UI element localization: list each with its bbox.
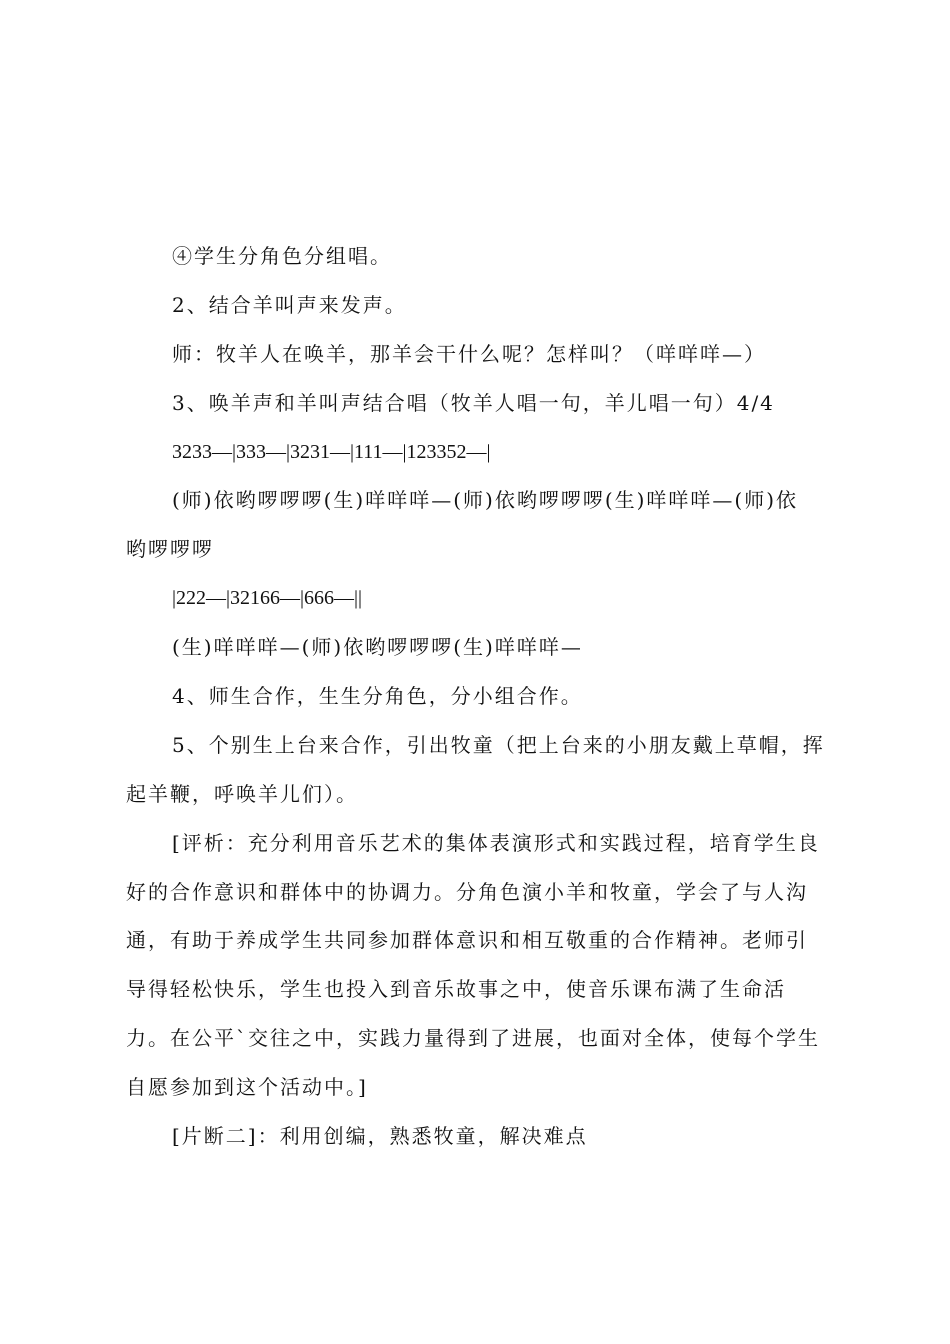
document-body <box>126 232 834 1161</box>
lyrics-line-1-continued: 哟啰啰啰 <box>126 537 214 562</box>
paragraph-step-4-cooperation: 4、师生合作，生生分角色，分小组合作。 <box>172 684 583 709</box>
paragraph-step-3-combined-singing: 3、唤羊声和羊叫声结合唱（牧羊人唱一句，羊儿唱一句）4/4 <box>172 390 775 415</box>
music-notation-line-1: 3233—|333—|3231—|111—|123352—| <box>172 440 491 463</box>
commentary-line-3: 通，有助于养成学生共同参加群体意识和相互敬重的合作精神。老师引 <box>126 928 808 953</box>
commentary-line-2: 好的合作意识和群体中的协调力。分角色演小羊和牧童，学会了与人沟 <box>126 879 808 904</box>
lyrics-line-2: (生)咩咩咩—(师)依哟啰啰啰(生)咩咩咩— <box>172 635 583 660</box>
commentary-line-5: 力。在公平`交往之中，实践力量得到了进展，也面对全体，使每个学生 <box>126 1026 820 1051</box>
paragraph-step-5-on-stage: 5、个别生上台来合作，引出牧童（把上台来的小朋友戴上草帽，挥 <box>172 732 825 757</box>
paragraph-step-4-group-singing: ④学生分角色分组唱。 <box>172 244 392 268</box>
section-heading-fragment-two: [片断二]：利用创编，熟悉牧童，解决难点 <box>172 1124 588 1149</box>
music-notation-line-2: |222—|32166—|666—|| <box>172 587 363 610</box>
lyrics-line-1: (师)依哟啰啰啰(生)咩咩咩—(师)依哟啰啰啰(生)咩咩咩—(师)依 <box>172 488 799 513</box>
commentary-line-4: 导得轻松快乐，学生也投入到音乐故事之中，使音乐课布满了生命活 <box>126 977 786 1002</box>
paragraph-step-5-continued: 起羊鞭，呼唤羊儿们）。 <box>126 781 358 806</box>
commentary-line-1: [评析：充分利用音乐艺术的集体表演形式和实践过程，培育学生良 <box>172 830 820 855</box>
commentary-line-6: 自愿参加到这个活动中。] <box>126 1075 368 1100</box>
paragraph-step-2-sheep-sound: 2、结合羊叫声来发声。 <box>172 292 407 317</box>
paragraph-teacher-question: 师：牧羊人在唤羊，那羊会干什么呢？怎样叫？（咩咩咩—） <box>172 341 766 366</box>
